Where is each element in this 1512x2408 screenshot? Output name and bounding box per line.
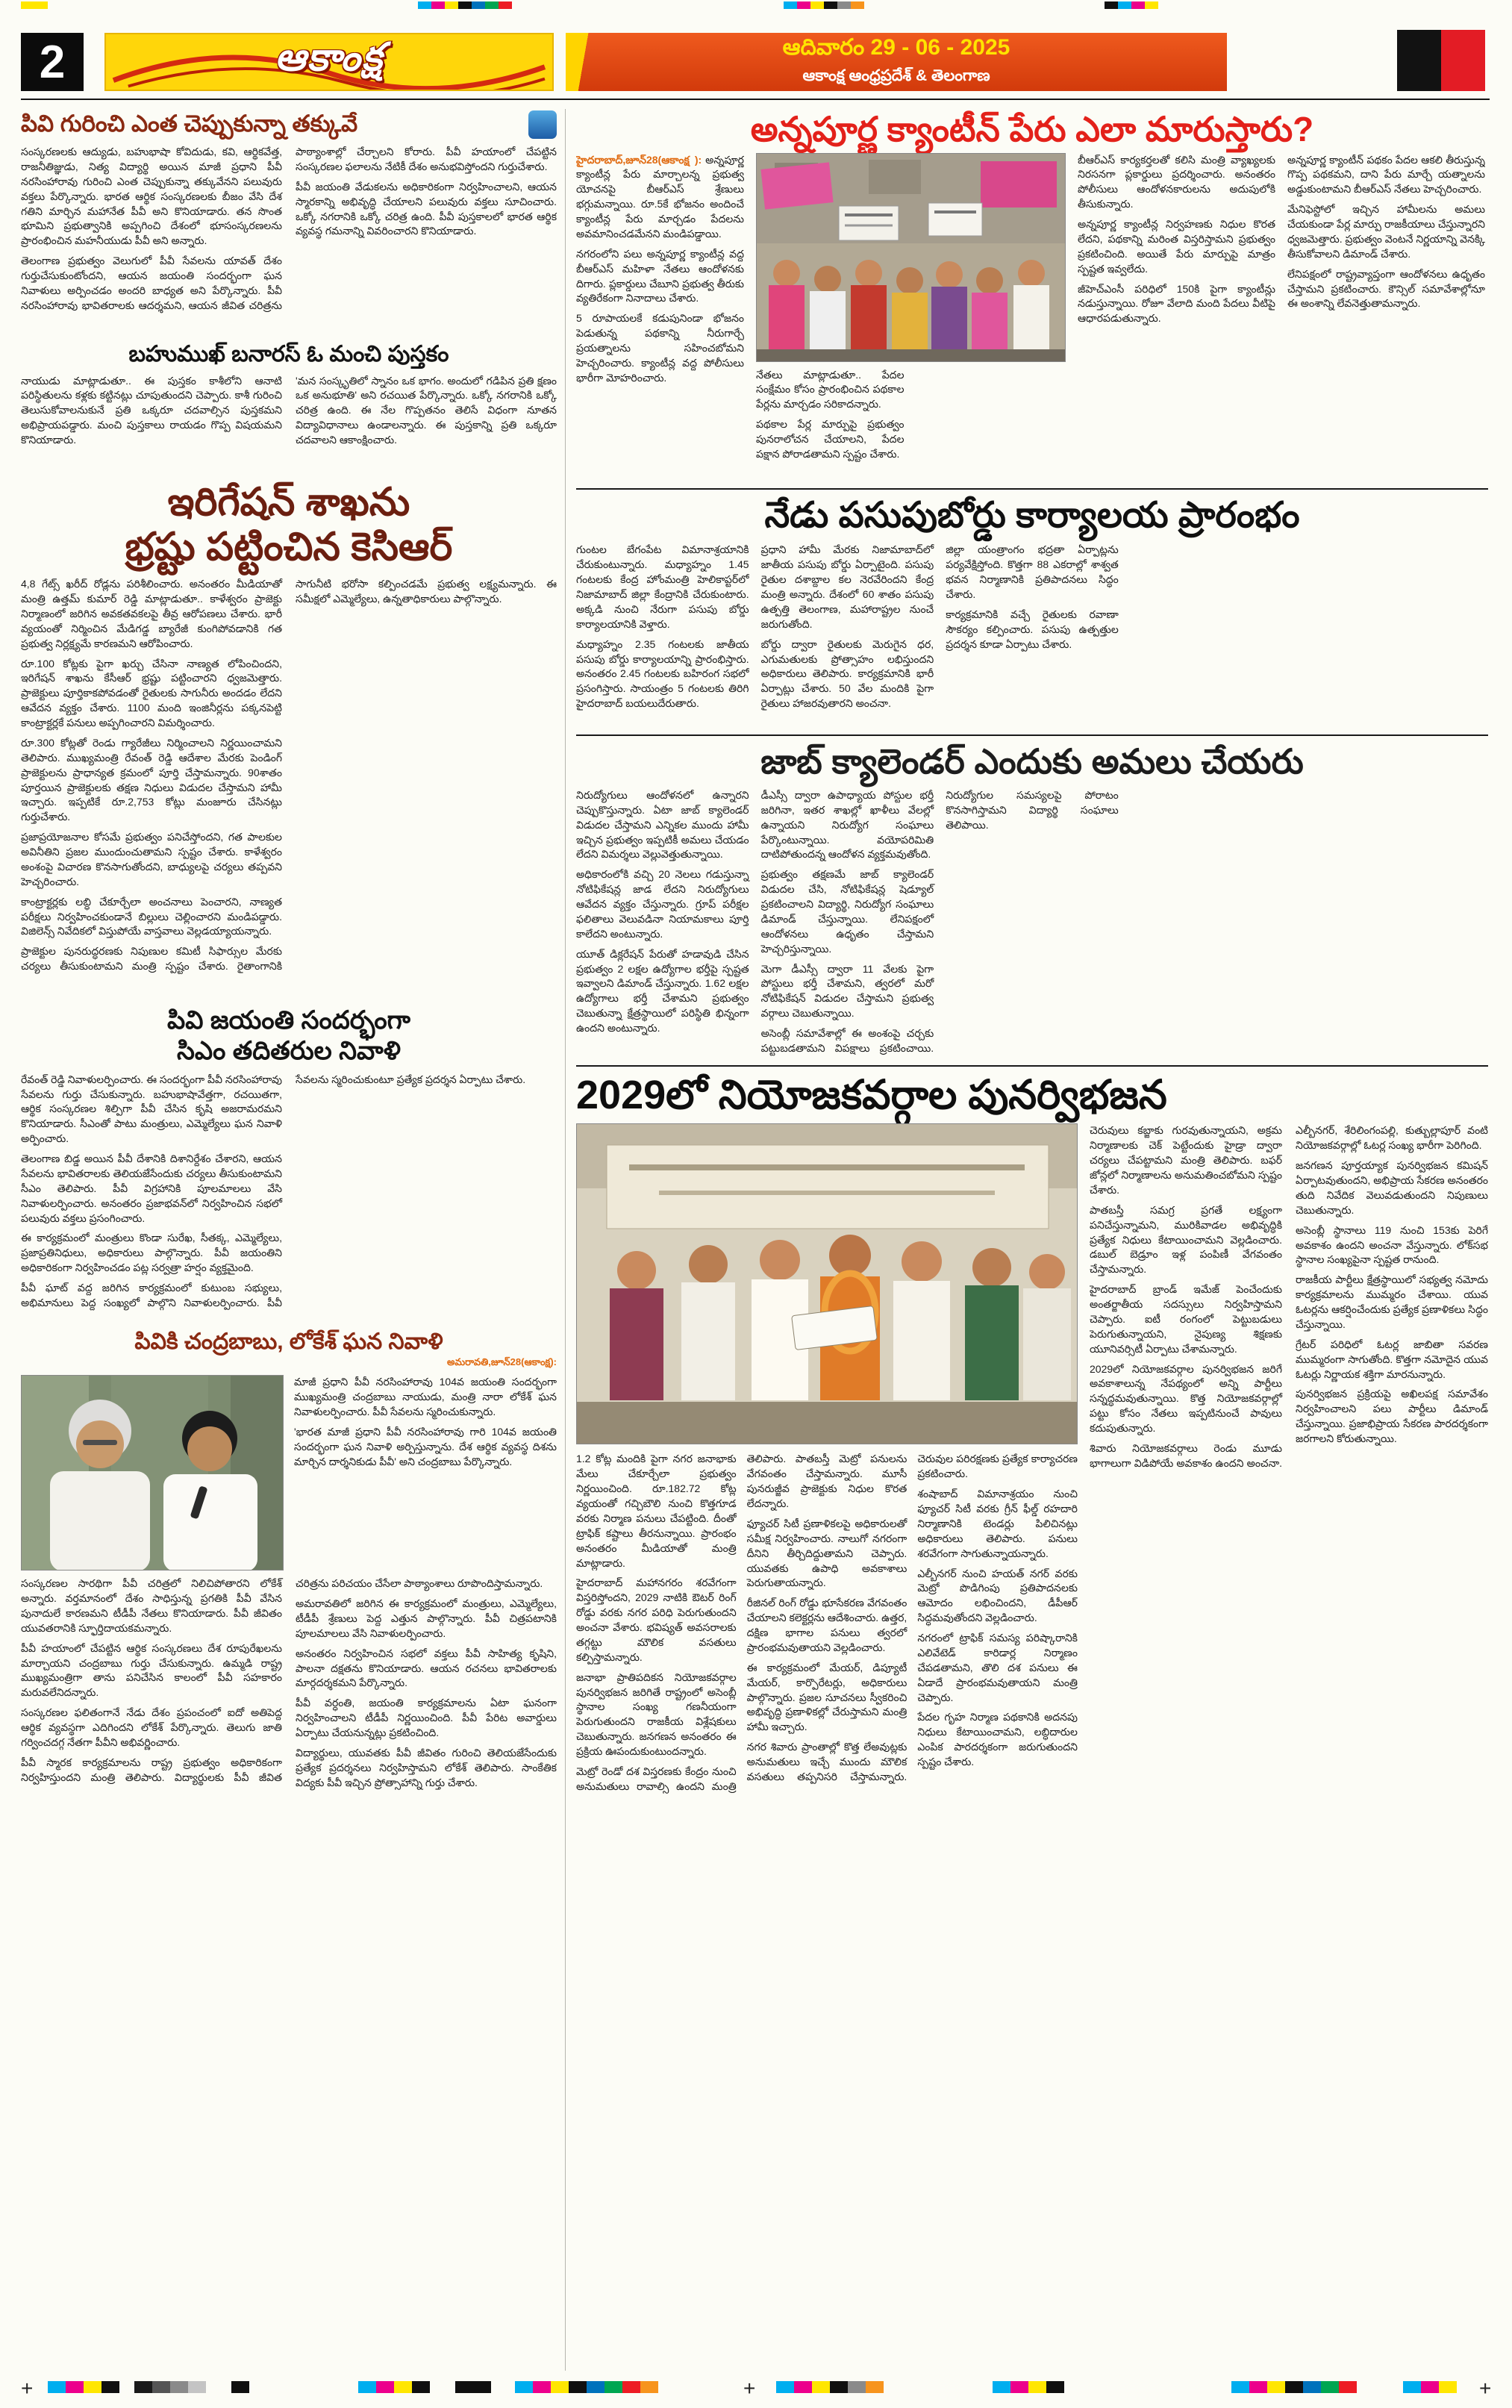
body-paragraph: పీవీ హయాంలో చేపట్టిన ఆర్థిక సంస్కరణలు దేశ రూపురేఖలను మార్చాయని చంద్రబాబు గుర్తు చేసుకున్నారు. ఉమ్మడి రాష్ట్ర ముఖ్యమంత్రిగా తాను పనిచేసిన కాలంలో పీవీ సహకారం మరువలేనిదన్నారు. [21, 1641, 282, 1699]
registration-cross: + [1479, 2377, 1492, 2400]
registration-mark [1105, 1, 1158, 9]
body-paragraph: ఈ కార్యక్రమంలో మంత్రులు కొండా సురేఖ, సీతక్క, ఎమ్మెల్యేలు, ప్రజాప్రతినిధులు, అధికారులు పాల్గొన్నారు. పీవీ జయంతిని అధికారికంగా నిర్వహించడం పట్ల సర్వత్రా హర్షం వ్యక్తమైంది. [21, 1232, 282, 1274]
article-job-calendar [576, 743, 1488, 1058]
headline: పివికి చంద్రబాబు, లోకేశ్ ఘన నివాళి [134, 1329, 443, 1354]
body-paragraph: అన్నపూర్ణ క్యాంటీన్ల నిర్వహణకు నిధుల కొరత లేదని, పథకాన్ని మరింత విస్తరిస్తామని ప్రభుత్వం ప్రకటించింది. అయితే పేరు మార్పుపై మాత్రం స్పష్టత ఇవ్వలేదు. [1078, 218, 1275, 275]
body-paragraph: మేనిఫెస్టోలో ఇచ్చిన హామీలను అమలు చేయకుండా పేర్ల మార్పు రాజకీయాలు చేస్తున్నారని ధ్వజమెత్తారు. ప్రభుత్వం వెంటనే నిర్ణయాన్ని వెనక్కి తీసుకోవాలని డిమాండ్ చేశారు. [1287, 203, 1485, 260]
body-paragraph: మెగా డీఎస్సీ ద్వారా 11 వేలకు పైగా పోస్టులు భర్తీ చేశామని, త్వరలో మరో నోటిఫికేషన్ విడుదల చేస్తామని ప్రభుత్వ వర్గాలు చెబుతున్నాయి. [760, 962, 934, 1020]
article-irrigation-kcr [21, 480, 557, 993]
article-body [21, 145, 557, 331]
registration-mark [784, 1, 864, 9]
body-paragraph: శంషాబాద్ విమానాశ్రయం నుంచి ఫ్యూచర్ సిటీ వరకు గ్రీన్ ఫీల్డ్ రహదారి నిర్మాణానికి టెండర్లు పిలిచినట్లు అధికారులు తెలిపారు. పనులు శరవేగంగా సాగుతున్నాయన్నారు. [917, 1488, 1078, 1559]
dateline: హైదరాబాద్,జూన్28(ఆకాంక్ష ): [576, 153, 702, 166]
article-body-below [21, 1576, 557, 2372]
registration-mark [358, 2381, 430, 2393]
registration-mark [1231, 2381, 1357, 2393]
article-pv-talk [21, 110, 557, 331]
body-paragraph: రేవంత్ రెడ్డి నివాళులర్పించారు. ఈ సందర్భంగా పీవీ నరసింహారావు సేవలను గుర్తు చేసుకున్నారు. బహుభాషావేత్తగా, రచయితగా, ఆర్థిక సంస్కరణల శిల్పిగా పీవీ చేసిన కృషి అజరామరమని కొనియాడారు. సీఎంతో పాటు మంత్రులు, ఎమ్మెల్యేలు ఘన నివాళి అర్పించారు. [21, 1073, 282, 1145]
registration-mark [455, 2381, 491, 2393]
body-paragraph: అసెంబ్లీ స్థానాలు 119 నుంచి 153కు పెరిగే అవకాశం ఉందని అంచనా వేస్తున్నారు. లోక్‌సభ స్థానాల సంఖ్యపైనా స్పష్టత రానుంది. [1296, 1223, 1488, 1266]
body-paragraph: ఫ్యూచర్ సిటీ ప్రణాళికలపై అధికారులతో సమీక్ష నిర్వహించారు. నాలుగో నగరంగా దీనిని తీర్చిదిద్దుతామని చెప్పారు. యువతకు ఉపాధి అవకాశాలు పెరుగుతాయన్నారు. [746, 1517, 907, 1589]
registration-mark [993, 2381, 1064, 2393]
article-photo-block [756, 153, 1066, 481]
body-paragraph: పేదల గృహ నిర్మాణ పథకానికి అదనపు నిధులు కేటాయించామని, లబ్ధిదారుల ఎంపిక పారదర్శకంగా జరుగుతుందని స్పష్టం చేశారు. [917, 1711, 1078, 1768]
body-paragraph: రూ.100 కోట్లకు పైగా ఖర్చు చేసినా నాణ్యత లోపించిందని, ఇరిగేషన్ శాఖను కేసీఆర్ భ్రష్టు పట్టించారని ధ్వజమెత్తారు. ప్రాజెక్టులు పూర్తికాకపోవడంతో రైతులకు సాగునీరు అందడం లేదని ఆవేదన వ్యక్తం చేశారు. 1100 మంది ఇంజినీర్లను పక్కనపెట్టి కాంట్రాక్టర్లకే పనులు అప్పగించారని విమర్శించారు. [21, 657, 282, 729]
photo-delimitation-event [576, 1123, 1078, 1444]
article-col1: హైదరాబాద్,జూన్28(ఆకాంక్ష ): అన్నపూర్ణ క్యాంటీన్ల పేరు మార్చాలన్న ప్రభుత్వ యోచనపై బీఆర్ఎస్ శ్రేణులు భగ్గుమన్నాయి. రూ.5కే భోజనం అందించే క్యాంటీన్ల పేరు మార్చడం పేదలను అవమానించడమేనని మండిపడ్డాయి. నగరంలోని పలు అన్నపూర్ణ క్యాంటీన్ల వద్ద బీఆర్ఎస్ మహిళా నేతలు ఆందోళనకు దిగారు. ప్లకార్డులు చేబూని ప్రభుత్వ తీరుకు వ్యతిరేకంగా నినాదాలు చేశారు. 5 రూపాయలకే కడుపునిండా భోజనం పెడుతున్న పథకాన్ని నీరుగార్చే ప్రయత్నాలను సహించబోమని హెచ్చరించారు. క్యాంటీన్ల వద్ద పోలీసులు భారీగా మోహరించారు. [576, 153, 744, 481]
registration-mark [1403, 2381, 1457, 2393]
body-paragraph: డీఎస్సీ ద్వారా ఉపాధ్యాయ పోస్టుల భర్తీ జరిగినా, ఇతర శాఖల్లో ఖాళీలు వేలల్లో ఉన్నాయని నిరుద్యోగ సంఘాలు పేర్కొంటున్నాయి. వయోపరిమితి దాటిపోతుందన్న ఆందోళన వ్యక్తమవుతోంది. [760, 788, 934, 861]
body-paragraph: పాతబస్తీ సమగ్ర ప్రగతే లక్ష్యంగా పనిచేస్తున్నామని, మురికివాడల అభివృద్ధికి ప్రత్యేక నిధులు కేటాయించామని వెల్లడించారు. డబుల్ బెడ్రూం ఇళ్ల పంపిణీ వేగవంతం చేస్తామన్నారు. [1090, 1203, 1282, 1276]
registration-mark [231, 2381, 249, 2393]
body-paragraph: అధికారంలోకి వచ్చి 20 నెలలు గడుస్తున్నా నోటిఫికేషన్ల జాడ లేదని నిరుద్యోగులు ఆవేదన వ్యక్తం చేస్తున్నారు. గ్రూప్ పరీక్షల ఫలితాలు వెలువడినా నియామకాలు పూర్తి కాలేదని అంటున్నారు. [576, 868, 749, 940]
headline: బహుముఖ్ బనారస్ ఓ మంచి పుస్తకం [128, 342, 449, 366]
body-paragraph: 1.2 కోట్ల మందికి పైగా నగర జనాభాకు మేలు చేకూర్చేలా ప్రభుత్వం నిర్ణయించింది. రూ.182.72 కోట్ల వ్యయంతో గచ్చిబౌలి నుంచి కొత్తగూడ వరకు నిర్మాణ పనులు చేపట్టింది. దీంతో ట్రాఫిక్ కష్టాలు తీరనున్నాయి. ప్రారంభం అనంతరం మీడియాతో మంత్రి మాట్లాడారు. [576, 1453, 737, 1569]
article-delimitation-2029 [576, 1073, 1488, 2386]
body-paragraph: ప్రధాని హామీ మేరకు నిజామాబాద్‌లో జాతీయ పసుపు బోర్డు ఏర్పాటైంది. పసుపు రైతుల దశాబ్దాల కల నెరవేరిందని కేంద్ర మంత్రి అన్నారు. దేశంలో 60 శాతం పసుపు ఉత్పత్తి తెలంగాణ, మహారాష్ట్రల నుంచే జరుగుతోంది. [760, 543, 934, 630]
article-divider [576, 734, 1488, 736]
body-paragraph: మధ్యాహ్నం 2.35 గంటలకు జాతీయ పసుపు బోర్డు కార్యాలయాన్ని ప్రారంభిస్తారు. అనంతరం 2.45 గంటలకు బహిరంగ సభలో ప్రసంగిస్తారు. సాయంత్రం 5 గంటలకు తిరిగి హైదరాబాద్ బయలుదేరుతారు. [576, 637, 749, 710]
body-paragraph: జనగణన పూర్తయ్యాక పునర్విభజన కమిషన్ ఏర్పాటవుతుందని, అభిప్రాయ సేకరణ అనంతరం తుది నివేదిక వెలువడుతుందని నిపుణులు చెబుతున్నారు. [1296, 1159, 1488, 1216]
body-paragraph: శివారు నియోజకవర్గాలు రెండు మూడు భాగాలుగా విడిపోయే అవకాశం ఉందని అంచనా. ఎల్బీనగర్, శేరిలింగంపల్లి, కుత్బుల్లాపూర్ వంటి నియోజకవర్గాల్లో ఓటర్ల సంఖ్య భారీగా పెరిగింది. [1090, 1124, 1488, 1469]
body-paragraph: చెరువులు కబ్జాకు గురవుతున్నాయని, అక్రమ నిర్మాణాలకు చెక్ పెట్టేందుకు హైడ్రా ద్వారా చర్యలు చేపట్టామని మంత్రి తెలిపారు. బఫర్ జోన్లలో నిర్మాణాలను అనుమతించబోమని స్పష్టం చేశారు. [1090, 1124, 1282, 1196]
body-paragraph: జనాభా ప్రాతిపదికన నియోజకవర్గాల పునర్విభజన జరిగితే రాష్ట్రంలో అసెంబ్లీ స్థానాల సంఖ్య గణనీయంగా పెరుగుతుందని రాజకీయ విశ్లేషకులు చెబుతున్నారు. జనగణన అనంతరం ఈ ప్రక్రియ ఊపందుకుంటుందన్నారు. [576, 1671, 737, 1757]
body-paragraph: హైదరాబాద్ బ్రాండ్ ఇమేజ్ పెంచేందుకు అంతర్జాతీయ సదస్సులు నిర్వహిస్తామని చెప్పారు. ఐటీ రంగంలో పెట్టుబడులు పెరుగుతున్నాయని, నైపుణ్య శిక్షణకు యూనివర్సిటీ ఏర్పాటు చేశామన్నారు. [1090, 1283, 1282, 1355]
article-col3 [1078, 153, 1275, 481]
body-paragraph: సంస్కరణల సారథిగా పీవీ చరిత్రలో నిలిచిపోతారని లోకేశ్ అన్నారు. వర్తమానంలో దేశం సాధిస్తున్న ప్రగతికి పీవీ వేసిన పునాదులే కారణమని టీడీపీ నేతలు కొనియాడారు. పీవీ జీవితం యువతరానికి స్ఫూర్తిదాయకమన్నారు. [21, 1577, 282, 1634]
photo-chandrababu-lokesh [21, 1375, 284, 1570]
registration-mark [48, 2381, 119, 2393]
article-banaras-book [21, 342, 557, 468]
body-paragraph: ప్రజాప్రయోజనాల కోసమే ప్రభుత్వం పనిచేస్తోందని, గత పాలకుల అవినీతిని ప్రజల ముందుంచుతామని స్పష్టం చేశారు. కాళేశ్వరం అంశంపై విచారణ కొనసాగుతోందని, బాధ్యులపై చర్యలు తప్పవని హెచ్చరించారు. [21, 831, 282, 888]
body-paragraph: పథకాల పేర్ల మార్పుపై ప్రభుత్వం పునరాలోచన చేయాలని, పేదల పక్షాన పోరాడతామని స్పష్టం చేశారు. [756, 418, 905, 460]
body-paragraph: పీవీ వర్ధంతి, జయంతి కార్యక్రమాలను ఏటా ఘనంగా నిర్వహించాలని టీడీపీ నిర్ణయించింది. పీవీ పేరిట అవార్డులు ఏర్పాటు చేయనున్నట్లు ప్రకటించింది. [296, 1697, 557, 1739]
headline: నేడు పసుపుబోర్డు కార్యాలయ ప్రారంభం [764, 495, 1300, 535]
body-paragraph: ప్రాజెక్టుల పునరుద్ధరణకు నిపుణుల కమిటీ సిఫార్సుల మేరకు చర్యలు తీసుకుంటామని మంత్రి స్పష్టం చేశారు. రైతాంగానికి సాగునీటి భరోసా కల్పించడమే ప్రభుత్వ లక్ష్యమన్నారు. ఈ సమీక్షలో ఎమ్మెల్యేలు, ఉన్నతాధికారులు పాల్గొన్నారు. [21, 578, 557, 973]
body-paragraph: లేనిపక్షంలో రాష్ట్రవ్యాప్తంగా ఆందోళనలు ఉధృతం చేస్తామని ప్రకటించారు. కౌన్సిల్ సమావేశాల్లోనూ ఈ అంశాన్ని లేవనెత్తుతామన్నారు. [1287, 267, 1485, 310]
article-body [21, 1073, 557, 1316]
body-paragraph: నగర శివారు ప్రాంతాల్లో కొత్త లేఅవుట్లకు అనుమతులు ఇచ్చే ముందు మౌలిక వసతులు తప్పనిసరి చేస్తామన్నారు. చెరువుల పరిరక్షణకు ప్రత్యేక కార్యాచరణ ప్రకటించారు. [746, 1453, 1078, 1782]
article-body-below [576, 1452, 1078, 2383]
body-paragraph: బీఆర్ఎస్ కార్యకర్తలతో కలిసి మంత్రి వ్యాఖ్యలకు నిరసనగా ప్లకార్డులు ప్రదర్శించారు. అనంతరం పోలీసులు ఆందోళనకారులను అదుపులోకి తీసుకున్నారు. [1078, 153, 1275, 210]
registration-mark [515, 2381, 658, 2393]
article-pv-jayanti [21, 1005, 557, 1316]
registration-mark [776, 2381, 884, 2393]
body-paragraph: నగరంలోని పలు అన్నపూర్ణ క్యాంటీన్ల వద్ద బీఆర్ఎస్ మహిళా నేతలు ఆందోళనకు దిగారు. ప్లకార్డులు చేబూని ప్రభుత్వ తీరుకు వ్యతిరేకంగా నినాదాలు చేశారు. [576, 247, 744, 305]
article-body [576, 788, 1488, 1058]
body-paragraph: మాజీ ప్రధాని పీవీ నరసింహారావు 104వ జయంతి సందర్భంగా ముఖ్యమంత్రి చంద్రబాబు నాయుడు, మంత్రి నారా లోకేశ్ ఘన నివాళులర్పించారు. పీవీ సేవలను స్మరించుకున్నారు. [294, 1376, 557, 1417]
headline: 2029లో నియోజకవర్గాల పునర్విభజన [576, 1072, 1167, 1117]
body-paragraph: నగరంలో ట్రాఫిక్ సమస్య పరిష్కారానికి ఎలివేటెడ్ కారిడార్ల నిర్మాణం చేపడతామని, తొలి దశ పనులు ఈ ఏడాదే ప్రారంభమవుతాయని మంత్రి చెప్పారు. [917, 1632, 1078, 1703]
body-paragraph: ఈ కార్యక్రమంలో మేయర్, డిప్యూటీ మేయర్, కార్పొరేటర్లు, అధికారులు పాల్గొన్నారు. ప్రజల సూచనలు స్వీకరించి అభివృద్ధి ప్రణాళికల్లో చేరుస్తామని మంత్రి హామీ ఇచ్చారు. [746, 1661, 907, 1733]
red-block [1441, 30, 1485, 91]
body-paragraph: 'మన సంస్కృతిలో స్నానం ఒక భాగం. అందులో గడిపిన ప్రతి క్షణం ఒక అనుభూతి' అని రచయిత పేర్కొన్నారు. ఒక్కో నగరానికి ఒక్కో చరిత్ర ఉంది. ఈ నేల గొప్పతనం తెలిసే విధంగా నూతన విద్యావిధానాలు ఉండాలన్నారు. ఈ పుస్తకాన్ని ప్రతి ఒక్కరూ చదవాలని ఆకాంక్షించారు. [296, 374, 557, 446]
body-paragraph: యూత్ డిక్లరేషన్ పేరుతో హడావుడి చేసిన ప్రభుత్వం 2 లక్షల ఉద్యోగాల భర్తీపై స్పష్టత ఇవ్వాలని డిమాండ్ చేస్తున్నారు. 1.62 లక్షల ఉద్యోగాలు భర్తీ చేశామని ప్రభుత్వం చెబుతున్నా క్షేత్రస్థాయిలో పరిస్థితి భిన్నంగా ఉందని అంటున్నారు. [576, 947, 749, 1035]
date-line: ఆదివారం 29 - 06 - 2025 [782, 35, 1010, 60]
body-paragraph: ప్రభుత్వం తక్షణమే జాబ్ క్యాలెండర్ విడుదల చేసి, నోటిఫికేషన్ల షెడ్యూల్ ప్రకటించాలని విద్యార్థి, నిరుద్యోగ సంఘాలు డిమాండ్ చేస్తున్నాయి. లేనిపక్షంలో ఆందోళనలు ఉధృతం చేస్తామని హెచ్చరిస్తున్నాయి. [760, 868, 934, 955]
body-paragraph: అన్నపూర్ణ క్యాంటీన్ పథకం పేదల ఆకలి తీరుస్తున్న గొప్ప పథకమని, దాని పేరు మార్చే యత్నాలను అడ్డుకుంటామని బీఆర్ఎస్ నేతలు హెచ్చరించారు. [1287, 153, 1485, 196]
body-paragraph: కాంట్రాక్టర్లకు లబ్ధి చేకూర్చేలా అంచనాలు పెంచారని, నాణ్యత పరీక్షలు నిర్వహించకుండానే బిల్లులు చెల్లించారని మండిపడ్డారు. విజిలెన్స్ నివేదికలో విస్తుపోయే వాస్తవాలు వెల్లడయ్యాయన్నారు. [21, 895, 282, 938]
body-paragraph: నేతలు మాట్లాడుతూ.. పేదల సంక్షేమం కోసం ప్రారంభించిన పథకాల పేర్లను మార్చడం సరికాదన్నారు. [756, 368, 905, 411]
article-body-side [294, 1375, 557, 1570]
registration-cross: + [21, 2377, 34, 2400]
body-paragraph: రీజినల్ రింగ్ రోడ్డు భూసేకరణ వేగవంతం చేయాలని కలెక్టర్లను ఆదేశించారు. ఉత్తర, దక్షిణ భాగాల పనులు త్వరలో ప్రారంభమవుతాయని వెల్లడించారు. [746, 1597, 907, 1653]
article-pv-cbn-lokesh [21, 1329, 557, 2373]
page-number: 2 [21, 33, 84, 91]
body-paragraph: నిరుద్యోగులు ఆందోళనలో ఉన్నారని చెప్పుకొస్తున్నారు. ఏటా జాబ్ క్యాలెండర్ విడుదల చేస్తామని ఎన్నికల ముందు హామీ ఇచ్చిన ప్రభుత్వం ఇప్పటికీ అమలు చేయడం లేదని విమర్శలు వెల్లువెత్తుతున్నాయి. [576, 788, 749, 861]
body-paragraph: మెట్రో రెండో దశ విస్తరణకు కేంద్రం నుంచి అనుమతులు రావాల్సి ఉందని మంత్రి తెలిపారు. పాతబస్తీ మెట్రో పనులను వేగవంతం చేస్తామన్నారు. మూసీ పునరుజ్జీవ ప్రాజెక్టుకు నిధుల కొరత లేదన్నారు. [576, 1453, 907, 1792]
masthead-title: ఆకాంక్ష [275, 35, 384, 79]
edition-line: ఆకాంక్ష ఆంధ్రప్రదేశ్ & తెలంగాణ [802, 67, 990, 84]
body-paragraph: రాజకీయ పార్టీలు క్షేత్రస్థాయిలో సభ్యత్వ నమోదు కార్యక్రమాలను ముమ్మరం చేశాయి. యువ ఓటర్లను ఆకర్షించేందుకు ప్రత్యేక ప్రణాళికలు సిద్ధం చేస్తున్నాయి. [1296, 1273, 1488, 1330]
article-col4 [1287, 153, 1485, 481]
black-block [1397, 30, 1441, 91]
body-paragraph: 4,8 గేట్స్ ఖరీద్ రోడ్లను పరిశీలించారు. అనంతరం మీడియాతో మంత్రి ఉత్తమ్ కుమార్ రెడ్డి మాట్లాడుతూ.. కాళేశ్వరం ప్రాజెక్టు నిర్మాణంలో జరిగిన అవకతవకలపై తీవ్ర ఆరోపణలు చేశారు. భారీ వ్యయంతో నిర్మించిన మేడిగడ్డ బ్యారేజీ కుంగిపోవడానికి గత ప్రభుత్వ నిర్లక్ష్యమే కారణమని ఆరోపించారు. [21, 578, 282, 649]
date-banner [566, 33, 1227, 91]
article-body [576, 543, 1488, 728]
article-mid-text [756, 368, 1066, 480]
headline: పివి జయంతి సందర్భంగా సిఎం తదితరుల నివాళి [167, 1006, 410, 1065]
registration-cross: + [743, 2377, 756, 2400]
body-paragraph: అసెంబ్లీ సమావేశాల్లో ఈ అంశంపై చర్చకు పట్టుబడతామని విపక్షాలు ప్రకటించాయి. నిరుద్యోగుల సమస్యలపై పోరాటం కొనసాగిస్తామని విద్యార్థి సంఘాలు తెలిపాయి. [760, 788, 1119, 1054]
article-body-right [1090, 1123, 1488, 2386]
body-paragraph: గ్రేటర్ పరిధిలో ఓటర్ల జాబితా సవరణ ముమ్మరంగా సాగుతోంది. కొత్తగా నమోదైన యువ ఓటర్లు నిర్ణాయక శక్తిగా మారనున్నారు. [1296, 1338, 1488, 1380]
article-divider [576, 488, 1488, 490]
registration-mark [418, 1, 512, 9]
body-paragraph: ఎల్బీనగర్ నుంచి హయత్ నగర్ వరకు మెట్రో పొడిగింపు ప్రతిపాదనలకు ఆమోదం లభించిందని, డీపీఆర్ సిద్ధమవుతోందని వెల్లడించారు. [917, 1567, 1078, 1624]
article-divider [576, 1065, 1488, 1067]
body-paragraph: గుంటల బేగంపేట విమానాశ్రయానికి చేరుకుంటున్నారు. మధ్యాహ్నం 1.45 గంటలకు కేంద్ర హోంమంత్రి హెలికాప్టర్‌లో నిజామాబాద్ జిల్లా కేంద్రానికి చేరుకుంటారు. అక్కడి నుంచి నేరుగా పసుపు బోర్డు కార్యాలయానికి వెళ్తారు. [576, 543, 749, 630]
body-paragraph: జిల్లా యంత్రాంగం భద్రతా ఏర్పాట్లను పర్యవేక్షిస్తోంది. కొత్తగా 88 ఎకరాల్లో శాశ్వత భవన నిర్మాణానికి ప్రతిపాదనలు సిద్ధం చేశారు. [946, 543, 1119, 601]
body-paragraph: సంస్కరణల ఫలితంగానే నేడు దేశం ప్రపంచంలో ఐదో అతిపెద్ద ఆర్థిక వ్యవస్థగా ఎదిగిందని లోకేశ్ పేర్కొన్నారు. తెలుగు జాతి గర్వించదగ్గ నేతగా పీవీని అభివర్ణించారు. [21, 1706, 282, 1748]
body-paragraph: సంస్కరణలకు ఆద్యుడు, బహుభాషా కోవిదుడు, కవి, ఆర్థికవేత్త, రాజనీతిజ్ఞుడు, నిత్య విద్యార్థి అయిన మాజీ ప్రధాని పీవీ నరసింహారావు గురించి ఎంత చెప్పుకున్నా తక్కువేనని పలువురు వక్తలు పేర్కొన్నారు. భారత ఆర్థిక సంస్కరణలకు బీజం వేసి దేశ గతిని మార్చిన మహానేత పీవీ అని కొనియాడారు. తన సొంత భూమిని ప్రభుత్వానికి అప్పగించి దేశంలో భూసంస్కరణలను ప్రారంభించిన మహనీయుడు పీవీ అని అన్నారు. [21, 146, 282, 247]
left-section [21, 110, 557, 2371]
body-paragraph: రూ.300 కోట్లతో రెండు గ్యారేజీలు నిర్మించాలని నిర్ణయించామని తెలిపారు. ముఖ్యమంత్రి రేవంత్ రెడ్డి ఆదేశాల మేరకు పెండింగ్ ప్రాజెక్టులను ప్రాధాన్యత క్రమంలో పూర్తి చేస్తామన్నారు. 90శాతం పూర్తయిన ప్రాజెక్టులకు తక్షణ నిధులు విడుదల చేస్తామని హామీ ఇచ్చారు. ఇప్పటికే రూ.2,753 కోట్లు మంజూరు చేసినట్లు గుర్తుచేశారు. [21, 736, 282, 823]
body-paragraph: 'భారత మాజీ ప్రధాని పీవీ నరసింహారావు గారి 104వ జయంతి సందర్భంగా ఘన నివాళి అర్పిస్తున్నాను. దేశ ఆర్థిక వ్యవస్థ దిశను మార్చిన దార్శనికుడు పీవీ' అని చంద్రబాబు పేర్కొన్నారు. [294, 1425, 557, 1467]
registration-mark [134, 2381, 206, 2393]
body-paragraph: పీవీ స్మారక కార్యక్రమాలను రాష్ట్ర ప్రభుత్వం అధికారికంగా నిర్వహిస్తుందని మంత్రి తెలిపారు. విద్యార్థులకు పీవీ జీవిత చరిత్రను పరిచయం చేసేలా పాఠ్యాంశాలు రూపొందిస్తామన్నారు. [21, 1577, 543, 1783]
article-badge-icon [528, 110, 557, 139]
body-paragraph: అమరావతిలో జరిగిన ఈ కార్యక్రమంలో మంత్రులు, ఎమ్మెల్యేలు, టీడీపీ శ్రేణులు పెద్ద ఎత్తున పాల్గొన్నారు. పీవీ చిత్రపటానికి పూలమాలలు వేసి నివాళులర్పించారు. [296, 1597, 557, 1639]
registration-mark [21, 1, 48, 9]
body-paragraph: 5 రూపాయలకే కడుపునిండా భోజనం పెడుతున్న పథకాన్ని నీరుగార్చే ప్రయత్నాలను సహించబోమని హెచ్చరించారు. క్యాంటీన్ల వద్ద పోలీసులు భారీగా మోహరించారు. [576, 312, 744, 384]
body-paragraph: 2029లో నియోజకవర్గాల పునర్విభజన జరిగే అవకాశాలున్న నేపథ్యంలో అన్ని పార్టీలు సన్నద్ధమవుతున్నాయి. కొత్త నియోజకవర్గాల్లో పట్టు కోసం నేతలు ఇప్పటినుంచే పావులు కదుపుతున్నారు. [1090, 1362, 1282, 1434]
body-paragraph: అనంతరం నిర్వహించిన సభలో వక్తలు పీవీ సాహిత్య కృషిని, పాలనా దక్షతను కొనియాడారు. ఆయన రచనలు భావితరాలకు మార్గదర్శకమని పేర్కొన్నారు. [296, 1647, 557, 1689]
body-paragraph: తెలంగాణ బిడ్డ అయిన పీవీ దేశానికి దిశానిర్దేశం చేశారని, ఆయన సేవలను భావితరాలకు తెలియజేసేందుకు చర్యలు తీసుకుంటామని సీఎం తెలిపారు. పీవీ విగ్రహానికి పూలమాలలు వేసి నివాళులర్పించారు. అనంతరం ప్రజాభవన్‌లో నిర్వహించిన సభలో పలువురు వక్తలు ప్రసంగించారు. [21, 1152, 282, 1224]
headline: జాబ్ క్యాలెండర్ ఎందుకు అమలు చేయరు [760, 742, 1304, 782]
body-paragraph: నాయుడు మాట్లాడుతూ.. ఈ పుస్తకం కాశీలోని ఆనాటి పరిస్థితులను కళ్లకు కట్టినట్లు చూపుతుందని చెప్పారు. కాశీ గురించి తెలుసుకోవాలనుకునే ప్రతి ఒక్కరూ చదవాల్సిన పుస్తకమని అభిప్రాయపడ్డారు. మంచి పుస్తకాలు రాయడం గొప్ప విషయమని కొనియాడారు. [21, 374, 282, 446]
headline: అన్నపూర్ణ క్యాంటీన్ పేరు ఎలా మారుస్తారు? [750, 110, 1314, 149]
body-paragraph: బోర్డు ద్వారా రైతులకు మెరుగైన ధర, ఎగుమతులకు ప్రోత్సాహం లభిస్తుందని అధికారులు తెలిపారు. కార్యక్రమానికి భారీ ఏర్పాట్లు చేశారు. 50 వేల మందికి పైగా రైతులు హాజరవుతారని అంచనా. [760, 637, 934, 710]
header-rule [21, 99, 1490, 100]
masthead [104, 33, 554, 91]
section-divider [565, 109, 566, 2371]
headline: ఇరిగేషన్ శాఖను భ్రష్టు పట్టించిన కెసిఆర్ [125, 480, 453, 569]
article-body [21, 374, 557, 468]
body-paragraph: తెలంగాణ ప్రభుత్వం వెలుగులో పీవీ సేవలను యావత్ దేశం గుర్తుచేసుకుంటోందని, ఆయన జయంతి సందర్భంగా ఘన నివాళులు అర్పించడం అందరి బాధ్యత అని పేర్కొన్నారు. పీవీ నరసింహారావు భావితరాలకు ఆదర్శమని, ఆయన జీవిత చరిత్రను పాఠ్యాంశాల్లో చేర్చాలని కోరారు. పీవీ హయాంలో చేపట్టిన సంస్కరణల ఫలాలను నేటికీ దేశం అనుభవిస్తోందని గుర్తుచేశారు. [21, 146, 557, 311]
dateline: అమరావతి,జూన్28(ఆకాంక్ష): [446, 1356, 557, 1368]
body-paragraph: విద్యార్థులు, యువతకు పీవీ జీవితం గురించి తెలియజేసేందుకు ప్రత్యేక ప్రదర్శనలు నిర్వహిస్తామని లోకేశ్ తెలిపారు. సాంకేతిక విద్యకు పీవీ ఇచ్చిన ప్రోత్సాహాన్ని గుర్తు చేశారు. [296, 1746, 557, 1788]
body-paragraph: జీహెచ్ఎంసీ పరిధిలో 150కి పైగా క్యాంటీన్లు నడుస్తున్నాయి. రోజూ వేలాది మంది పేదలు వీటిపై ఆధారపడుతున్నారు. [1078, 282, 1275, 325]
body-paragraph: కార్యక్రమానికి వచ్చే రైతులకు రవాణా సౌకర్యం కల్పించారు. పసుపు ఉత్పత్తుల ప్రదర్శన కూడా ఏర్పాటు చేశారు. [946, 608, 1119, 650]
article-turmeric-board [576, 496, 1488, 729]
corner-color-blocks [1397, 30, 1485, 91]
article-annapurna-canteen [576, 110, 1488, 481]
article-body [21, 577, 557, 992]
body-paragraph: హైదరాబాద్ మహానగరం శరవేగంగా విస్తరిస్తోందని, 2029 నాటికి ఔటర్ రింగ్ రోడ్డు వరకు నగర పరిధి పెరుగుతుందని అంచనా వేశారు. భవిష్యత్ అవసరాలకు తగ్గట్టు మౌలిక వసతులు కల్పిస్తామన్నారు. [576, 1576, 737, 1663]
article-left-block [576, 1123, 1078, 2386]
body-paragraph: పీవీ జయంతి వేడుకలను అధికారికంగా నిర్వహించాలని, ఆయన స్మారకాన్ని అభివృద్ధి చేయాలని పలువురు వక్తలు సూచించారు. ఒక్కో నగరానికి ఒక్కో చరిత్ర ఉంది. పీవీ పుస్తకాలలో భారత ఆర్థిక వ్యవస్థ గమనాన్ని వివరించారని కొనియాడారు. [296, 180, 557, 237]
body-paragraph: పీవీ ఘాట్ వద్ద జరిగిన కార్యక్రమంలో కుటుంబ సభ్యులు, అభిమానులు పెద్ద సంఖ్యలో పాల్గొని నివాళులర్పించారు. పీవీ సేవలను స్మరించుకుంటూ ప్రత్యేక ప్రదర్శన ఏర్పాటు చేశారు. [21, 1073, 526, 1309]
body-paragraph: పునర్విభజన ప్రక్రియపై అఖిలపక్ష సమావేశం నిర్వహించాలని పలు పార్టీలు డిమాండ్ చేస్తున్నాయి. ప్రజాభిప్రాయ సేకరణ పారదర్శకంగా జరగాలని కోరుతున్నాయి. [1296, 1388, 1488, 1444]
headline: పివి గురించి ఎంత చెప్పుకున్నా తక్కువే [21, 110, 358, 137]
photo-annapurna-protest [756, 153, 1066, 362]
right-section [576, 110, 1488, 2371]
